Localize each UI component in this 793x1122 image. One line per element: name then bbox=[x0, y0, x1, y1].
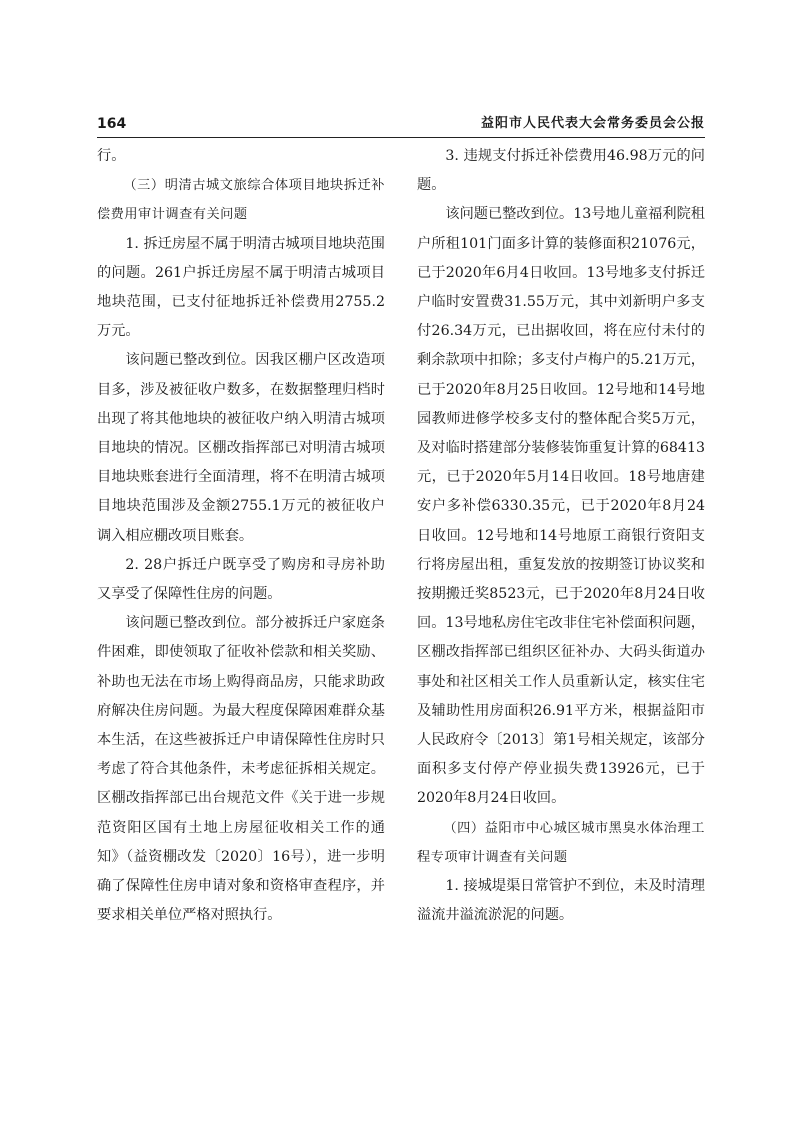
paragraph: 该问题已整改到位。因我区棚户区改造项目多，涉及被征收户数多，在数据整理归档时出现了将其他地块的被征收户纳入明清古城项目地块的情况。区棚改指挥部已对明清古城项目地块账套进行全面清理，将不在明清古城项目地块范围涉及金额2755.1万元的被征收户调入相应棚改项目账套。 bbox=[97, 352, 385, 544]
paragraph: 3. 违规支付拆迁补偿费用46.98万元的问题。 bbox=[417, 148, 705, 194]
paragraph: 2. 28户拆迁户既享受了购房和寻房补助又享受了保障性住房的问题。 bbox=[97, 556, 385, 603]
header-rule bbox=[97, 137, 705, 138]
paragraph: 该问题已整改到位。部分被拆迁户家庭条件困难，即使领取了征收补偿款和相关奖励、补助也无法在市场上购得商品房，只能求助政府解决住房问题。为最大程度保障困难群众基本生活，在这些被拆迁户申请保障性住房时只考虑了符合其他条件，未考虑征拆相关规定。区棚改指挥部已出台规范文件《关于进一步规范资阳区国有土地上房屋征收相关工作的通知》（益资棚改发〔2020〕16号），进一步明确了保障性住房申请对象和资格审查程序，并要求相关单位严格对照执行。 bbox=[97, 615, 385, 924]
page-number: 164 bbox=[97, 116, 127, 132]
right-column bbox=[417, 142, 705, 930]
page-header bbox=[97, 114, 705, 134]
paragraph: 该问题已整改到位。13号地儿童福利院租户所租101门面多计算的装修面积21076元，已于2020年6月4日收回。13号地多支付拆迁户临时安置费31.55万元，其中刘新明户多支付26.34万元，已出据收回，将在应付未付的剩余款项中扣除；多支付卢梅户的5.21万元，已于2020年8月25日收回。12号地和14号地园教师进修学校多支付的整体配合奖5万元，及对临时搭建部分装修装饰重复计算的68413元，已于2020年5月14日收回。18号地唐建安户多补偿6330.35元，已于2020年8月24日收回。12号地和14号地原工商银行资阳支行将房屋出租，重复发放的按期签订协议奖和按期搬迁奖8523元，已于2020年8月24日收回。13号地私房住宅改非住宅补偿面积问题，区棚改指挥部已组织区征补办、大码头街道办事处和社区相关工作人员重新认定，核实住宅及辅助性用房面积26.91平方米，根据益阳市人民政府令〔2013〕第1号相关规定，该部分面积多支付停产停业损失费13926元，已于2020年8月24日收回。 bbox=[417, 206, 705, 807]
section-heading: （四）益阳市中心城区城市黑臭水体治理工程专项审计调查有关问题 bbox=[417, 820, 705, 865]
paragraph: 1. 拆迁房屋不属于明清古城项目地块范围的问题。261户拆迁房屋不属于明清古城项目地块范围，已支付征地拆迁补偿费用2755.2万元。 bbox=[97, 235, 385, 340]
continuation-text: 行。 bbox=[97, 148, 126, 164]
left-column bbox=[97, 142, 385, 930]
paragraph: 1. 接城堤渠日常管护不到位，未及时清理溢流井溢流淤泥的问题。 bbox=[417, 878, 705, 924]
journal-title: 益阳市人民代表大会常务委员会公报 bbox=[480, 116, 705, 131]
section-heading: （三）明清古城文旅综合体项目地块拆迁补偿费用审计调查有关问题 bbox=[97, 178, 385, 223]
